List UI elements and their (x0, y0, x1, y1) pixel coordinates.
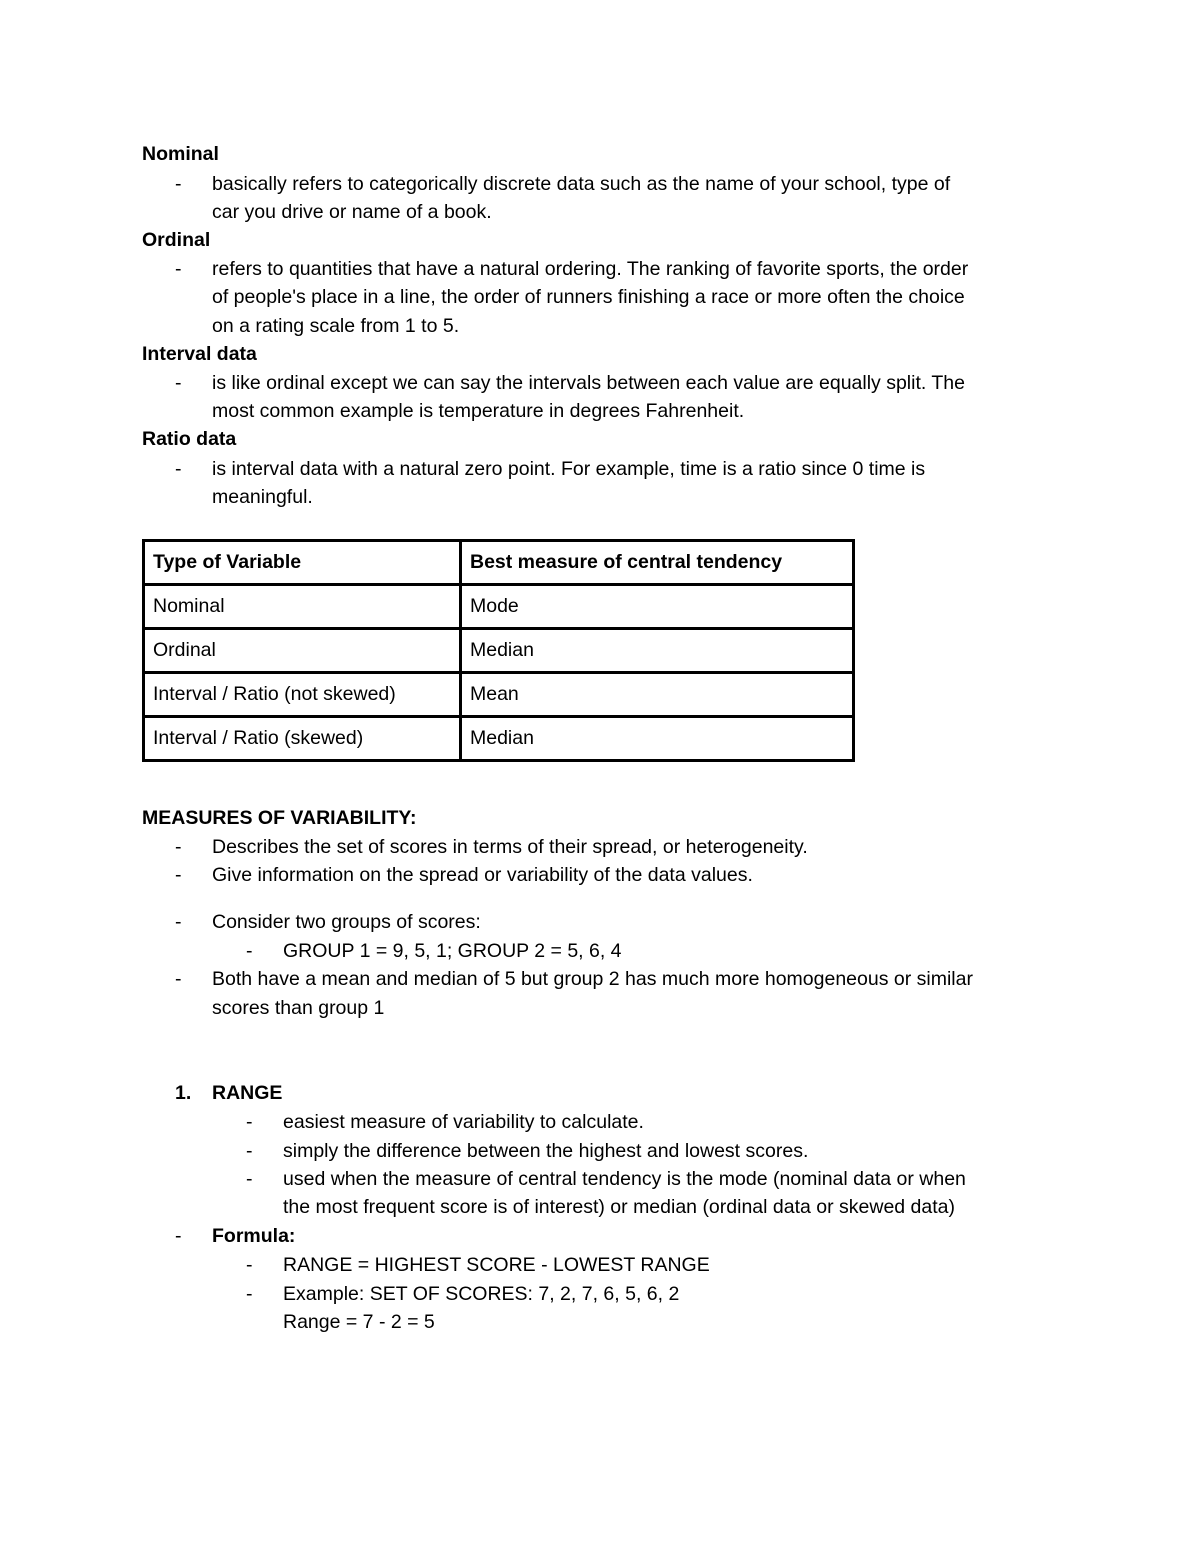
table-row (144, 585, 854, 629)
ratio-text-line: meaningful. (212, 486, 313, 508)
bullet-dash: - (175, 968, 182, 990)
range-bullet: used when the measure of central tendency is the mode (nominal data or when (283, 1168, 966, 1190)
bullet-dash: - (175, 864, 182, 886)
bullet-dash: - (246, 1283, 253, 1305)
table-cell: Interval / Ratio (skewed) (144, 717, 461, 761)
heading-ratio-data: Ratio data (142, 428, 237, 450)
bullet-dash: - (175, 458, 182, 480)
table-row (144, 629, 854, 673)
table-header-cell: Type of Variable (144, 541, 461, 585)
range-number: 1. (175, 1082, 192, 1104)
bullet-dash: - (246, 940, 253, 962)
bullet-dash: - (175, 1225, 182, 1247)
heading-ordinal: Ordinal (142, 229, 211, 251)
table-header-row (144, 541, 854, 585)
bullet-dash: - (246, 1168, 253, 1190)
range-bullet: easiest measure of variability to calculate. (283, 1111, 644, 1133)
table-cell: Ordinal (144, 629, 461, 673)
range-bullet: simply the difference between the highest and lowest scores. (283, 1140, 809, 1162)
variability-bullet: Both have a mean and median of 5 but group 2 has much more homogeneous or similar (212, 968, 973, 990)
bullet-dash: - (246, 1254, 253, 1276)
bullet-dash: - (246, 1140, 253, 1162)
range-bullet: the most frequent score is of interest) or median (ordinal data or skewed data) (283, 1196, 955, 1218)
formula-label: Formula: (212, 1225, 296, 1247)
variability-bullet: Describes the set of scores in terms of their spread, or heterogeneity. (212, 836, 808, 858)
ordinal-text-line: of people's place in a line, the order of runners finishing a race or more often the choice (212, 286, 965, 308)
bullet-dash: - (175, 911, 182, 933)
table-cell: Nominal (144, 585, 461, 629)
central-tendency-table (142, 539, 855, 762)
variability-bullet: scores than group 1 (212, 997, 385, 1019)
ordinal-text-line: on a rating scale from 1 to 5. (212, 315, 460, 337)
table-cell: Mean (461, 673, 854, 717)
ratio-text-line: is interval data with a natural zero point. For example, time is a ratio since 0 time is (212, 458, 926, 480)
table-header-cell: Best measure of central tendency (461, 541, 854, 585)
table-cell: Interval / Ratio (not skewed) (144, 673, 461, 717)
bullet-dash: - (175, 258, 182, 280)
nominal-text-line: basically refers to categorically discrete data such as the name of your school, type of (212, 173, 951, 195)
formula-item: Range = 7 - 2 = 5 (283, 1311, 435, 1333)
table-cell: Median (461, 717, 854, 761)
formula-item: Example: SET OF SCORES: 7, 2, 7, 6, 5, 6, 2 (283, 1283, 680, 1305)
interval-text-line: is like ordinal except we can say the intervals between each value are equally split. The (212, 372, 965, 394)
bullet-dash: - (175, 372, 182, 394)
variability-sub-bullet: GROUP 1 = 9, 5, 1; GROUP 2 = 5, 6, 4 (283, 940, 622, 962)
nominal-text-line: car you drive or name of a book. (212, 201, 492, 223)
variability-bullet: Consider two groups of scores: (212, 911, 481, 933)
heading-measures-of-variability: MEASURES OF VARIABILITY: (142, 807, 417, 829)
table-row (144, 673, 854, 717)
heading-interval-data: Interval data (142, 343, 257, 365)
heading-range: RANGE (212, 1082, 283, 1104)
table-cell: Median (461, 629, 854, 673)
heading-nominal: Nominal (142, 143, 219, 165)
bullet-dash: - (175, 173, 182, 195)
interval-text-line: most common example is temperature in degrees Fahrenheit. (212, 400, 745, 422)
table-cell: Mode (461, 585, 854, 629)
bullet-dash: - (246, 1111, 253, 1133)
formula-item: RANGE = HIGHEST SCORE - LOWEST RANGE (283, 1254, 710, 1276)
table-row (144, 717, 854, 761)
variability-bullet: Give information on the spread or variability of the data values. (212, 864, 753, 886)
bullet-dash: - (175, 836, 182, 858)
ordinal-text-line: refers to quantities that have a natural ordering. The ranking of favorite sports, the order (212, 258, 969, 280)
